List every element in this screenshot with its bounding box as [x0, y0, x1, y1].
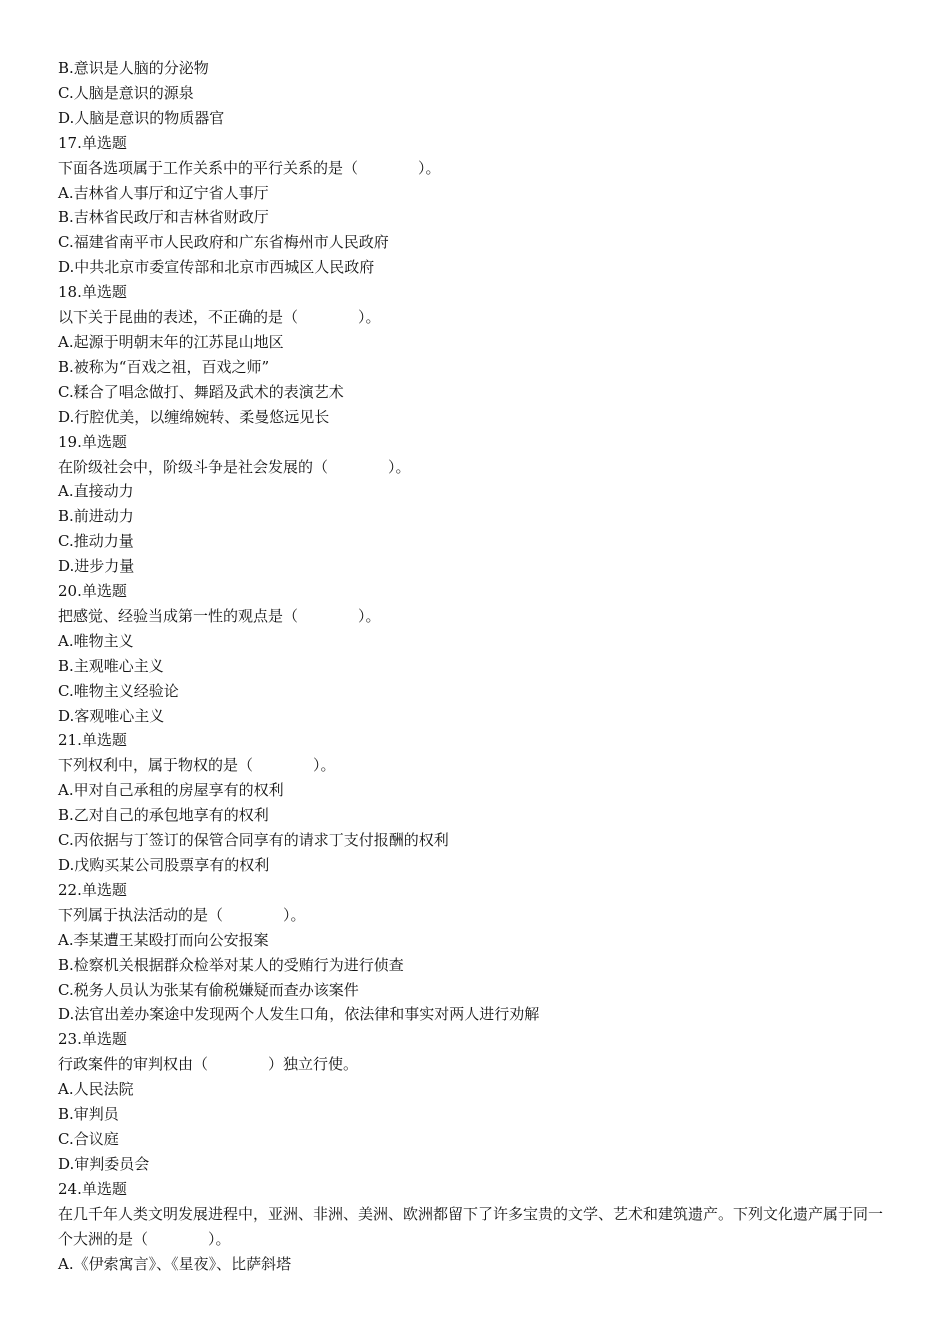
option-c-q21: C.丙依据与丁签订的保管合同享有的请求丁支付报酬的权利: [58, 831, 449, 850]
question-header-24: 24.单选题: [58, 1179, 127, 1198]
option-d-q18: D.行腔优美，以缠绵婉转、柔曼悠远见长: [58, 407, 330, 426]
option-a-q20: A.唯物主义: [58, 631, 134, 650]
option-a-q23: A.人民法院: [58, 1080, 134, 1099]
option-c-q22: C.税务人员认为张某有偷税嫌疑而查办该案件: [58, 980, 359, 999]
question-text-21: 下列权利中，属于物权的是（ ）。: [58, 756, 336, 775]
option-d-q17: D.中共北京市委宣传部和北京市西城区人民政府: [58, 258, 375, 277]
option-d-q22: D.法官出差办案途中发现两个人发生口角，依法律和事实对两人进行劝解: [58, 1005, 540, 1024]
option-d-q20: D.客观唯心主义: [58, 706, 165, 725]
option-b-q19: B.前进动力: [58, 507, 134, 526]
question-text-17: 下面各选项属于工作关系中的平行关系的是（ ）。: [58, 158, 441, 177]
question-text-24: 在几千年人类文明发展进程中，亚洲、非洲、美洲、欧洲都留下了许多宝贵的文学、艺术和建筑遗产。下列文化遗产属于同一个大洲的是（ ）。: [58, 1204, 884, 1248]
option-c-q23: C.合议庭: [58, 1129, 119, 1148]
option-a-q21: A.甲对自己承租的房屋享有的权利: [58, 781, 284, 800]
question-text-18: 以下关于昆曲的表述，不正确的是（ ）。: [58, 308, 381, 327]
option-c-q17: C.福建省南平市人民政府和广东省梅州市人民政府: [58, 233, 389, 252]
option-a-q22: A.李某遭王某殴打而向公安报案: [58, 930, 269, 949]
question-header-20: 20.单选题: [58, 582, 127, 601]
option-a-q18: A.起源于明朝末年的江苏昆山地区: [58, 332, 284, 351]
question-header-17: 17.单选题: [58, 133, 127, 152]
option-d-q23: D.审判委员会: [58, 1154, 150, 1173]
question-header-22: 22.单选题: [58, 880, 127, 899]
option-b-q22: B.检察机关根据群众检举对某人的受贿行为进行侦查: [58, 955, 404, 974]
option-d-q16: D.人脑是意识的物质器官: [58, 108, 225, 127]
option-b-q23: B.审判员: [58, 1105, 119, 1124]
option-b-q21: B.乙对自己的承包地享有的权利: [58, 806, 269, 825]
option-c-q19: C.推动力量: [58, 532, 134, 551]
question-header-18: 18.单选题: [58, 283, 127, 302]
option-d-q21: D.戊购买某公司股票享有的权利: [58, 856, 270, 874]
option-b-q20: B.主观唯心主义: [58, 656, 164, 675]
option-b-q16: B.意识是人脑的分泌物: [58, 59, 209, 77]
question-text-23: 行政案件的审判权由（ ）独立行使。: [58, 1055, 359, 1074]
option-d-q19: D.进步力量: [58, 557, 135, 576]
option-a-q17: A.吉林省人事厅和辽宁省人事厅: [58, 183, 269, 202]
option-b-q17: B.吉林省民政厅和吉林省财政厅: [58, 208, 269, 227]
document-page: [58, 56, 888, 1276]
question-header-19: 19.单选题: [58, 432, 127, 451]
option-c-q18: C.糅合了唱念做打、舞蹈及武术的表演艺术: [58, 382, 344, 401]
question-text-22: 下列属于执法活动的是（ ）。: [58, 905, 306, 924]
question-header-23: 23.单选题: [58, 1030, 127, 1049]
option-c-q16: C.人脑是意识的源泉: [58, 83, 194, 102]
question-text-20: 把感觉、经验当成第一性的观点是（ ）。: [58, 606, 381, 625]
option-a-q24: A.《伊索寓言》、《星夜》、比萨斜塔: [58, 1254, 292, 1273]
option-c-q20: C.唯物主义经验论: [58, 681, 179, 700]
question-text-19: 在阶级社会中，阶级斗争是社会发展的（ ）。: [58, 457, 411, 476]
option-b-q18: B.被称为“百戏之祖，百戏之师”: [58, 357, 270, 376]
option-a-q19: A.直接动力: [58, 482, 134, 501]
question-header-21: 21.单选题: [58, 731, 127, 750]
